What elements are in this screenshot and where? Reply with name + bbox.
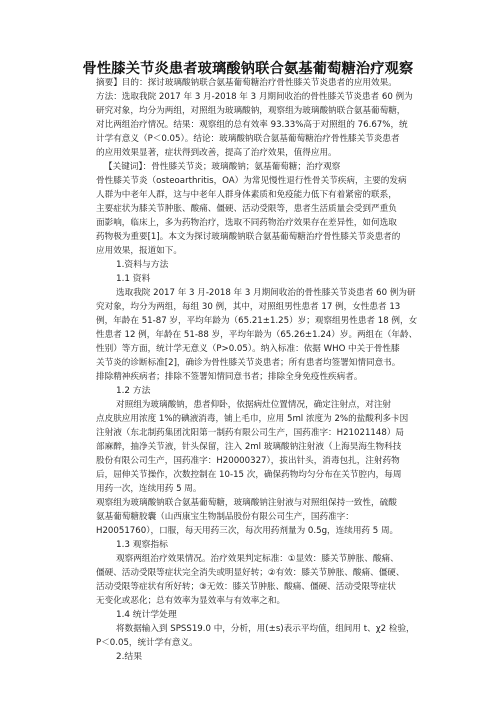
body-line: 面影响，临床上，多为药物治疗，选取不同药物治疗效果存在差异性，如何选取: [96, 218, 397, 228]
body-line: 关节炎的诊断标准[2]，确诊为骨性膝关节炎患者；所有患者均签署知情同意书。: [96, 358, 401, 368]
abstract-line: 的应用效果显著，症状得到改善，提高了治疗效果，值得应用。: [96, 148, 337, 158]
body-line: 活动受限等症状有所好转；③无效：膝关节肿胀、酸痛、僵硬、活动受限等症状: [96, 582, 396, 592]
body-line: H20051760），口服，每天用药三次，每次用药剂量为 0.5g，连续用药 5 周。: [96, 526, 399, 536]
body-line: 究对象，均分为两组，每组 30 例，其中，对照组男性患者 17 例，女性患者 13: [96, 302, 401, 312]
section-heading: 1.资料与方法: [116, 260, 169, 270]
body-line: 僵硬、活动受限等症状完全消失或明显好转；②有效：膝关节肿胀、酸痛、僵硬、: [96, 568, 405, 578]
body-line: 无变化或恶化；总有效率为显效率与有效率之和。: [96, 596, 286, 606]
body-line: 部麻醉，抽净关节液，针头保留，注入 2ml 玻璃酸钠注射液（上海昊海生物科技: [96, 442, 402, 452]
body-line: 氨基葡萄糖胶囊（山西康宝生物制品股份有限公司生产，国药准字：: [96, 512, 354, 522]
body-line: 主要症状为膝关节肿胀、酸痛、僵硬、活动受限等，患者生活质量会受到严重负: [96, 204, 397, 214]
body-line: 排除精神疾病者；排除不签署知情同意书者；排除全身免疫性疾病者。: [96, 372, 363, 382]
subsection-heading: 1.2 方法: [116, 386, 151, 396]
subsection-heading: 1.1 资料: [116, 274, 151, 284]
body-line: 应用效果，报道如下。: [96, 246, 182, 256]
body-line: 选取我院 2017 年 3 月-2018 年 3 月期间收治的骨性膝关节炎患者 60 例为研: [116, 288, 416, 298]
body-line: 骨性膝关节炎（osteoarthritis，OA）为常见慢性退行性骨关节疾病，主要的发病: [96, 176, 407, 186]
body-line: 点皮肤应用浓度 1%的碘液消毒，铺上毛巾，应用 5ml 浓度为 2%的盐酸利多卡因: [96, 414, 409, 424]
abstract-line: 方法：选取我院 2017 年 3 月-2018 年 3 月期间收治的骨性膝关节炎患者 60 例为: [96, 92, 413, 102]
section-heading: 2.结果: [116, 652, 142, 662]
keywords-line: 【关键词】：骨性膝关节炎；玻璃酸钠；氨基葡萄糖；治疗观察: [104, 162, 341, 172]
document-title: 骨性膝关节炎患者玻璃酸钠联合氨基葡萄糖治疗观察: [82, 61, 414, 77]
abstract-line: 摘要】目的：探讨玻璃酸钠联合氨基葡萄糖治疗骨性膝关节炎患者的应用效果。: [96, 78, 397, 88]
body-line: 观察两组治疗效果情况。治疗效果判定标准：①显效：膝关节肿胀、酸痛、: [116, 554, 399, 564]
body-line: 性别）等方面，统计学无意义（P>0.05）。纳入标准：依据 WHO 中关于骨性膝: [96, 344, 400, 354]
body-line: 性患者 12 例，年龄在 51-88 岁，平均年龄为（65.26±1.24）岁。两组在（年龄、: [96, 330, 418, 340]
body-line: 药物极为重要[1]。本文为探讨玻璃酸钠联合氨基葡萄糖治疗骨性膝关节炎患者的: [96, 232, 401, 242]
subsection-heading: 1.4 统计学处理: [116, 610, 177, 620]
abstract-line: 研究对象，均分为两组，对照组为玻璃酸钠，观察组为玻璃酸钠联合氨基葡萄糖，: [96, 106, 406, 116]
abstract-line: 对比两组治疗情况。结果：观察组的总有效率 93.33%高于对照组的 76.67%，统: [96, 120, 408, 130]
subsection-heading: 1.3 观察指标: [116, 540, 168, 550]
body-line: P＜0.05，统计学有意义。: [96, 638, 198, 648]
body-line: 用药一次，连续用药 5 周。: [96, 484, 202, 494]
body-line: 例，年龄在 51-87 岁，平均年龄为（65.21±1.25）岁；观察组男性患者 18 例，女: [96, 316, 418, 326]
body-line: 后，屈伸关节操作，次数控制在 10-15 次，确保药物均匀分布在关节腔内，每周: [96, 470, 402, 480]
body-line: 人群为中老年人群，这与中老年人群身体素质和免疫能力低下有着紧密的联系，: [96, 190, 397, 200]
abstract-line: 计学有意义（P＜0.05）。结论：玻璃酸钠联合氨基葡萄糖治疗骨性膝关节炎患者: [96, 134, 400, 144]
body-line: 注射液（东北制药集团沈阳第一制药有限公司生产，国药准字：H21021148）局: [96, 428, 405, 438]
body-line: 观察组为玻璃酸钠联合氨基葡萄糖，玻璃酸钠注射液与对照组保持一致性，硫酸: [96, 498, 397, 508]
body-line: 对照组为玻璃酸钠，患者仰卧，依据病灶位置情况，确定注射点，对注射: [116, 400, 392, 410]
body-line: 将数据输入到 SPSS19.0 中，分析，用(±s)表示平均值，组间用 t、χ2 检验，: [116, 624, 415, 634]
body-line: 股份有限公司生产，国药准字：H20000327），拔出针头，消毒包扎，注射药物: [96, 456, 400, 466]
